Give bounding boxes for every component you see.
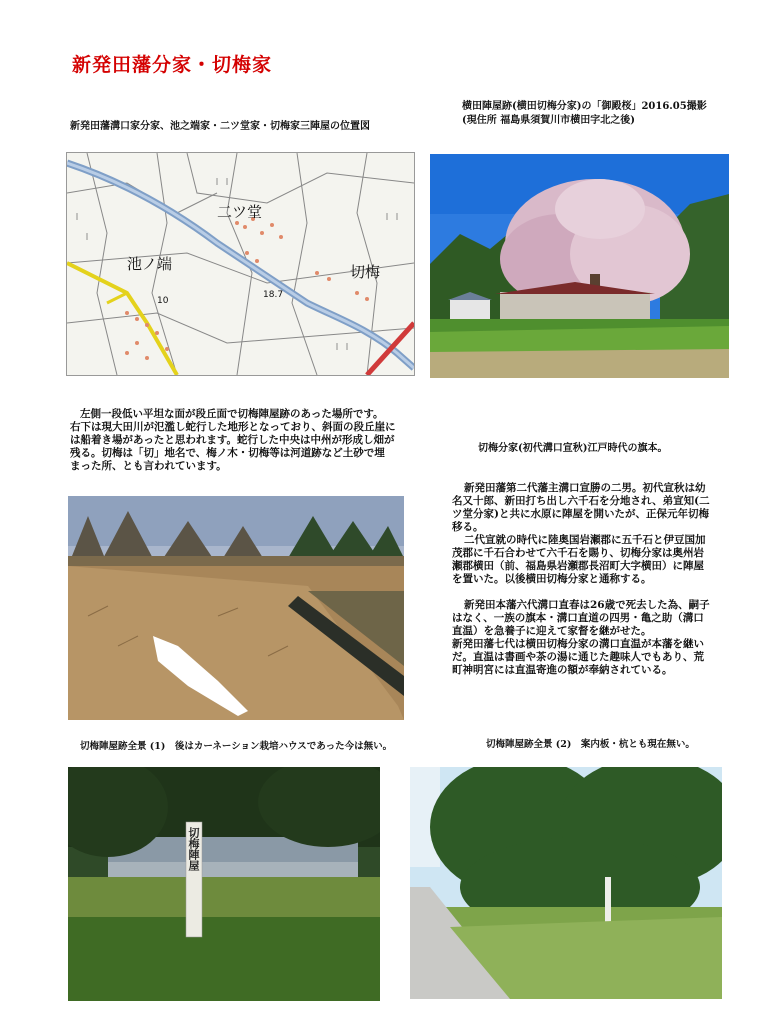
history-p2-line4: を置いた。以後横田切梅分家と通称する。 xyxy=(452,573,652,585)
history-p1-line2: 名又十郎、新田打ち出し六千石を分地され、弟宣知(二 xyxy=(452,495,710,507)
photo-caption-2: 切梅陣屋跡全景 (2) 案内板・杭とも現在無い。 xyxy=(486,739,695,750)
map-number-2: 18.7 xyxy=(263,290,284,300)
history-p2-line2: 茂郡に千石合わせて六千石を賜り、切梅分家は奥州岩 xyxy=(452,547,704,559)
history-p3-line6: 町神明宮には直温寄進の額が奉納されている。 xyxy=(452,664,673,676)
map-label-futatsudo: 二ツ堂 xyxy=(217,203,263,221)
page-title: 新発田藩分家・切梅家 xyxy=(72,54,273,76)
history-p2-line3: 瀬郡横田（前、福島県岩瀬郡長沼町大字横田）に陣屋 xyxy=(452,560,704,572)
site-photo-1 xyxy=(68,767,380,1001)
map-number-1: 10 xyxy=(157,296,169,306)
desc-line-4: 残る。切梅は「切」地名で、梅ノ木・切梅等は河道跡など土砂で埋 xyxy=(70,447,385,459)
site-description xyxy=(70,408,410,473)
sakura-caption xyxy=(462,100,752,128)
map-label-ikenohata: 池ノ端 xyxy=(127,255,173,273)
desc-line-3: は船着き場があったと思われます。蛇行した中央は中州が形成し畑が xyxy=(70,434,395,446)
desc-line-2: 右下は現大田川が氾濫し蛇行した地形となっており、斜面の段丘崖に xyxy=(70,421,396,433)
history-p3-line2: はなく、一族の旗本・溝口直道の四男・亀之助（溝口 xyxy=(452,612,704,624)
sakura-caption-line1: 横田陣屋跡(横田切梅分家)の「御殿桜」2016.05撮影 xyxy=(462,101,707,112)
history-heading: 切梅分家(初代溝口宣秋)江戸時代の旗本。 xyxy=(478,443,668,454)
history-p3-line3: 直温）を急養子に迎えて家督を継がせた。 xyxy=(452,625,652,637)
map-caption: 新発田藩溝口家分家、池之端家・二ツ堂家・切梅家三陣屋の位置図 xyxy=(70,121,370,132)
site-post-label: 切梅陣屋 xyxy=(187,827,200,871)
history-p1-line1: 新発田藩第二代藩主溝口宣勝の二男。初代宣秋は幼 xyxy=(464,482,706,494)
desc-line-1: 左側一段低い平坦な面が段丘面で切梅陣屋跡のあった場所です。 xyxy=(80,408,384,420)
slope-photo xyxy=(68,496,404,720)
sakura-photo xyxy=(430,154,729,378)
photo-caption-1: 切梅陣屋跡全景 (1) 後はカーネーション栽培ハウスであった今は無い。 xyxy=(80,741,393,752)
history-p3-line1: 新発田本藩六代溝口直春は26歳で死去した為、嗣子 xyxy=(464,599,710,611)
location-map xyxy=(66,152,415,376)
history-p1-line3: ツ堂分家)と共に水原に陣屋を開いたが、正保元年切梅 xyxy=(452,508,709,520)
site-photo-2 xyxy=(410,767,722,999)
map-label-kiriume: 切梅 xyxy=(350,263,381,281)
history-p3-line5: だ。直温は書画や茶の湯に通じた趣味人でもあり、荒 xyxy=(452,651,704,663)
history-p2-line1: 二代宣就の時代に陸奥国岩瀬郡に五千石と伊豆国加 xyxy=(464,534,706,546)
history-text xyxy=(452,482,752,677)
history-p1-line4: 移る。 xyxy=(452,521,484,533)
history-p3-line4: 新発田藩七代は横田切梅分家の溝口直温が本藩を継い xyxy=(452,638,704,650)
desc-line-5: まった所、とも言われています。 xyxy=(70,460,227,472)
sakura-caption-line2: (現住所 福島県須賀川市横田字北之後) xyxy=(462,115,635,126)
